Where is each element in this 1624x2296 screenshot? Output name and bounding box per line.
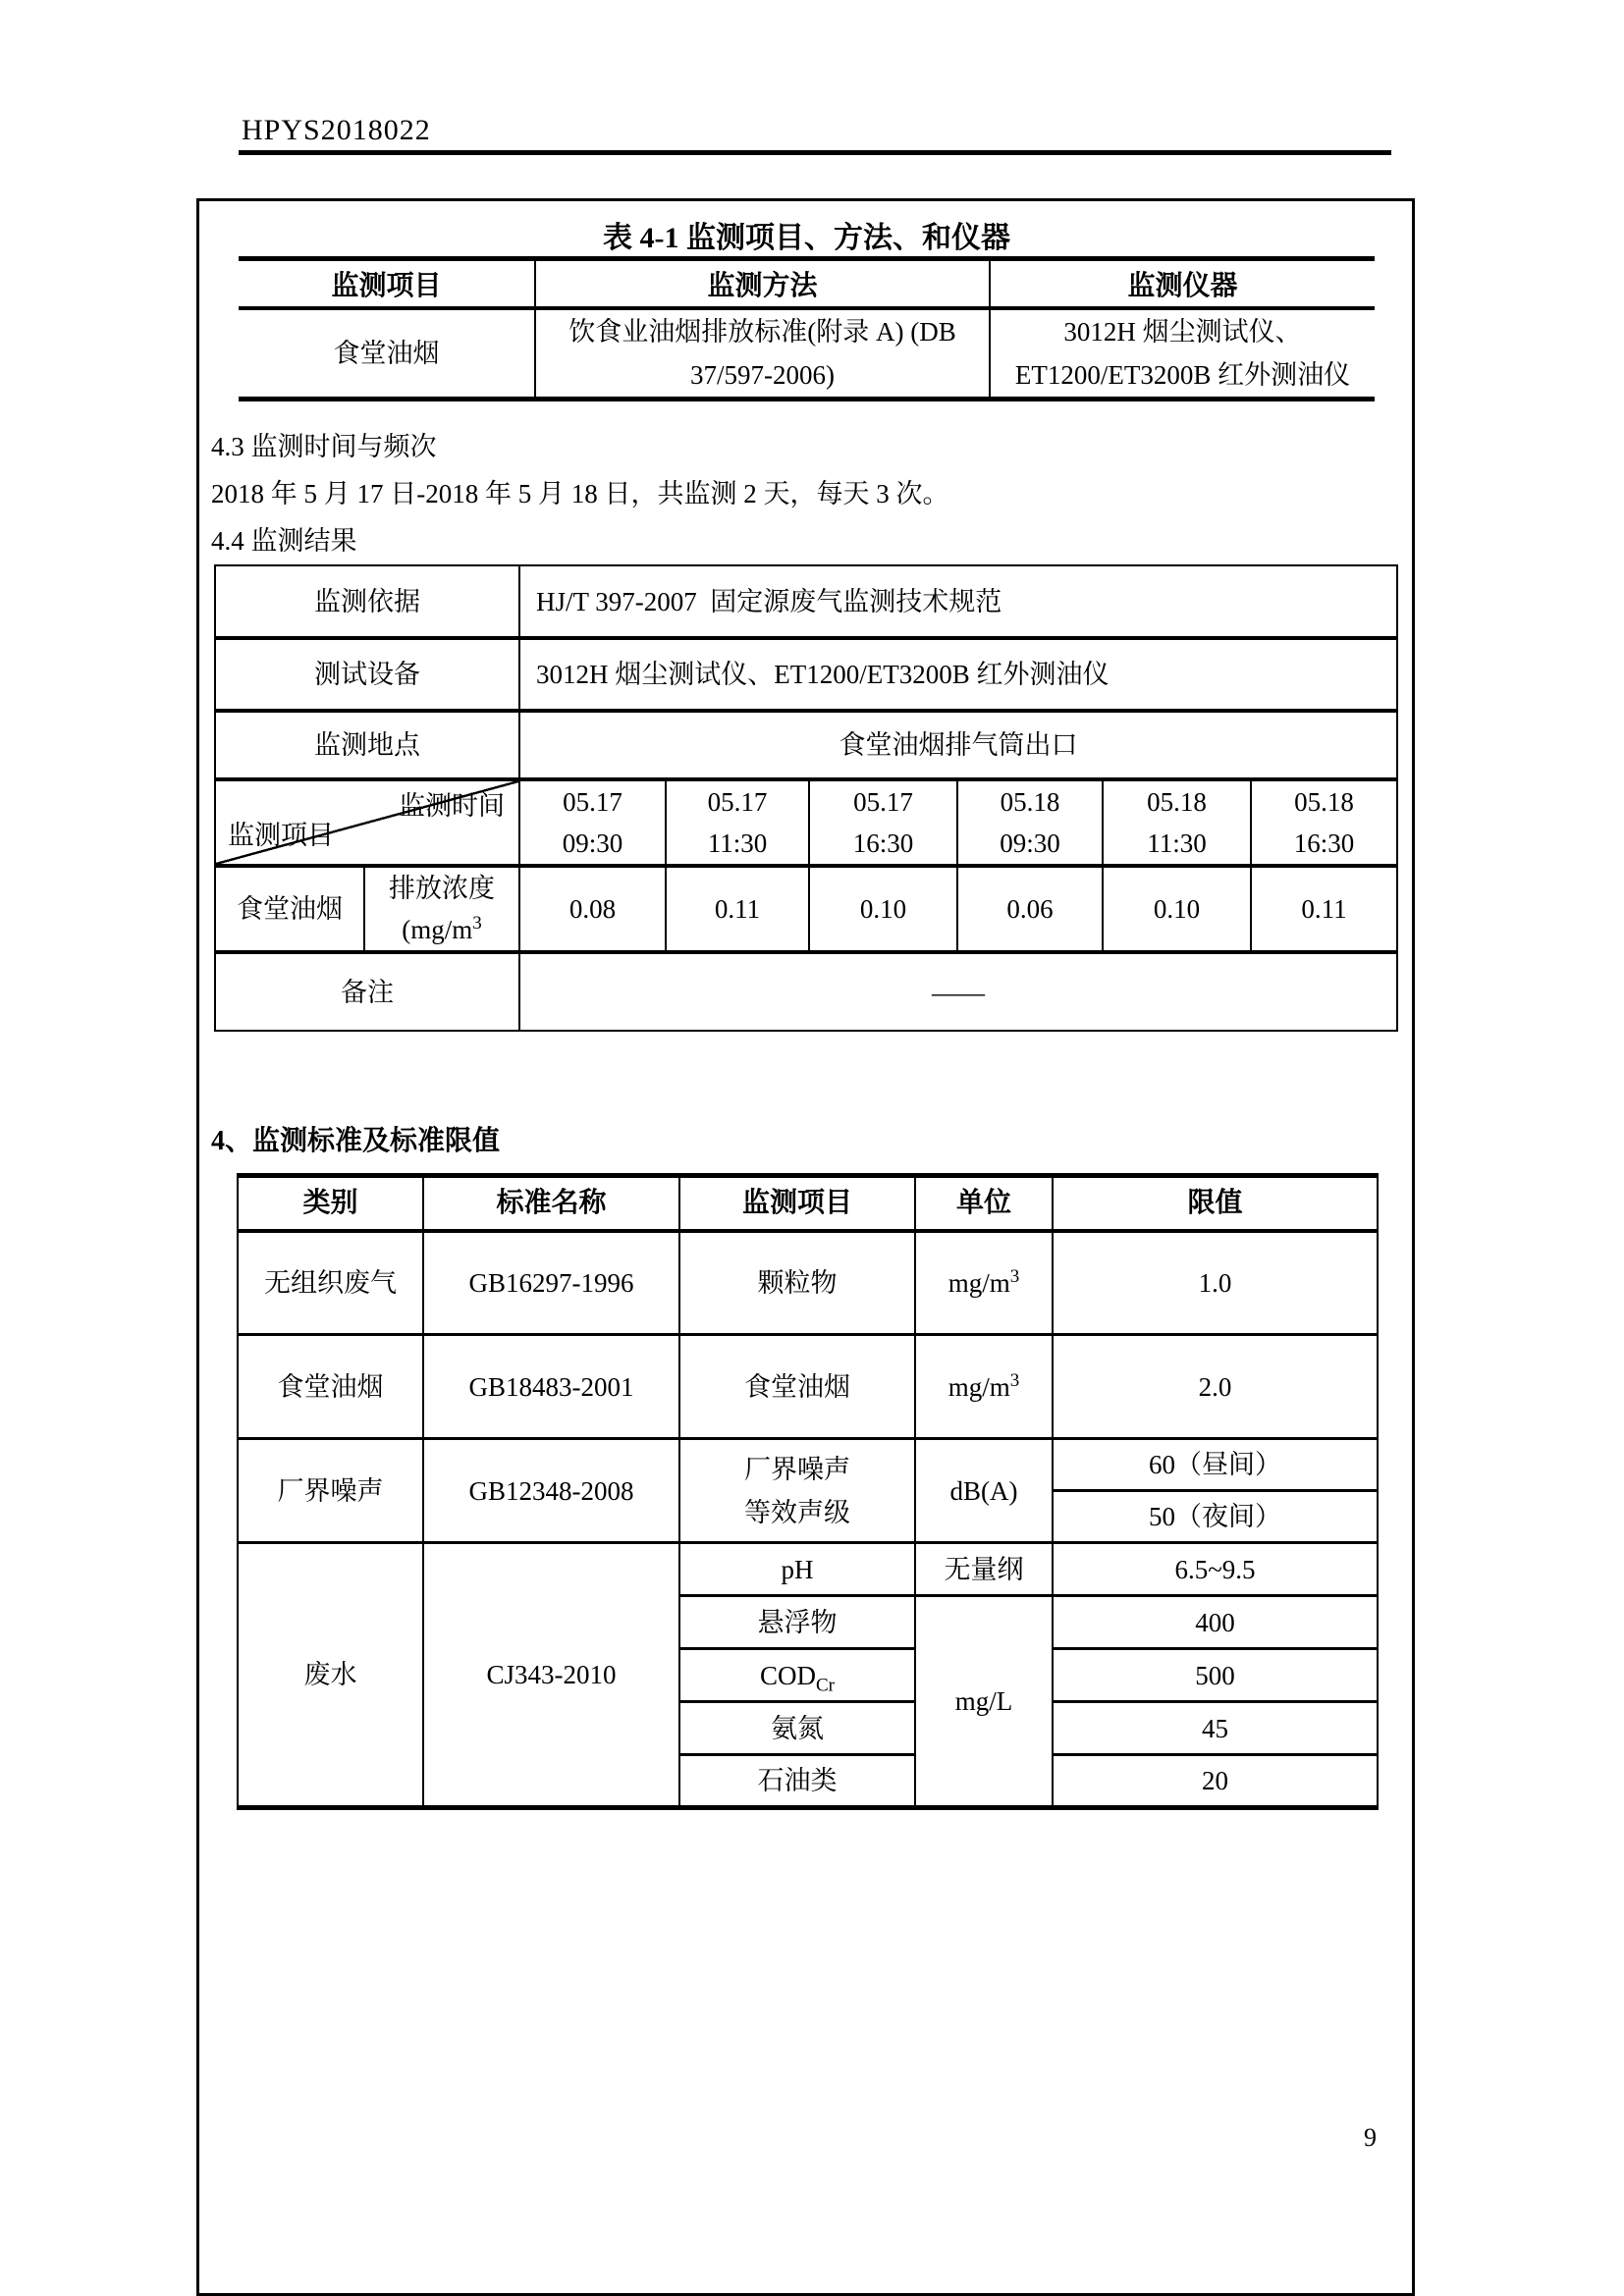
cell-standard: CJ343-2010 bbox=[423, 1543, 679, 1808]
time-date: 05.18 bbox=[1000, 787, 1060, 817]
item-base: COD bbox=[759, 1660, 816, 1690]
instrument-line-1: 3012H 烟尘测试仪、 bbox=[1063, 316, 1302, 347]
table1-title: 表 4-1 监测项目、方法、和仪器 bbox=[603, 222, 1010, 254]
cell-limit: 45 bbox=[1053, 1702, 1378, 1755]
time-clock: 11:30 bbox=[707, 828, 768, 858]
method-line-1: 饮食业油烟排放标准(附录 A) (DB bbox=[568, 316, 956, 347]
time-column-header bbox=[519, 779, 666, 866]
method-line-2: 37/597-2006) bbox=[690, 359, 835, 390]
concentration-value: 0.10 bbox=[1103, 866, 1251, 952]
header-limit: 限值 bbox=[1053, 1176, 1378, 1231]
item-line-1: 厂界噪声 bbox=[744, 1454, 850, 1484]
data-row-parameter bbox=[364, 866, 519, 952]
cell-unit: dB(A) bbox=[915, 1439, 1053, 1543]
cell-item: 石油类 bbox=[679, 1755, 915, 1808]
section-4-4-heading: 4.4 监测结果 bbox=[211, 526, 357, 556]
diagonal-label-time: 监测时间 bbox=[399, 791, 505, 821]
time-clock: 16:30 bbox=[852, 828, 914, 858]
header-item: 监测项目 bbox=[679, 1176, 915, 1231]
page-number: 9 bbox=[1364, 2123, 1377, 2152]
cell-item: 悬浮物 bbox=[679, 1596, 915, 1649]
cell-standard: GB16297-1996 bbox=[423, 1231, 679, 1335]
table1-cell-method bbox=[535, 308, 990, 400]
cell-item: 食堂油烟 bbox=[679, 1335, 915, 1439]
diagonal-label-item: 监测项目 bbox=[228, 821, 334, 850]
cell-standard: GB12348-2008 bbox=[423, 1439, 679, 1543]
standards-row-boundary-noise bbox=[238, 1439, 1378, 1491]
equipment-label: 测试设备 bbox=[215, 638, 519, 711]
cell-category: 厂界噪声 bbox=[238, 1439, 423, 1543]
cell-limit: 6.5~9.5 bbox=[1053, 1543, 1378, 1596]
concentration-value: 0.06 bbox=[957, 866, 1103, 952]
time-date: 05.18 bbox=[1147, 787, 1207, 817]
time-date: 05.18 bbox=[1294, 787, 1354, 817]
time-clock: 11:30 bbox=[1147, 828, 1207, 858]
table1-data-row bbox=[239, 308, 1375, 400]
standards-table bbox=[237, 1173, 1379, 1810]
cell-item bbox=[679, 1439, 915, 1543]
table1-cell-instrument bbox=[990, 308, 1375, 400]
location-label: 监测地点 bbox=[215, 711, 519, 779]
basis-label: 监测依据 bbox=[215, 565, 519, 638]
basis-value: HJ/T 397-2007 固定源废气监测技术规范 bbox=[519, 565, 1397, 638]
remark-label: 备注 bbox=[215, 952, 519, 1031]
unit-base: mg/m bbox=[947, 1267, 1010, 1298]
remark-value: —— bbox=[519, 952, 1397, 1031]
item-line-2: 等效声级 bbox=[744, 1497, 850, 1527]
standards-header-row bbox=[238, 1176, 1378, 1231]
cell-limit-day: 60（昼间） bbox=[1053, 1439, 1378, 1491]
cell-unit bbox=[915, 1335, 1053, 1439]
equipment-row bbox=[215, 638, 1397, 711]
cell-standard: GB18483-2001 bbox=[423, 1335, 679, 1439]
time-column-header bbox=[957, 779, 1103, 866]
concentration-value: 0.10 bbox=[809, 866, 957, 952]
concentration-value: 0.11 bbox=[1251, 866, 1397, 952]
time-date: 05.17 bbox=[707, 787, 768, 817]
standards-row-canteen-fume bbox=[238, 1335, 1378, 1439]
unit-base: mg/m bbox=[947, 1371, 1010, 1402]
page-header-code: HPYS2018022 bbox=[242, 114, 431, 146]
time-header-row bbox=[215, 779, 1397, 866]
time-column-header bbox=[809, 779, 957, 866]
cell-category: 废水 bbox=[238, 1543, 423, 1808]
time-clock: 09:30 bbox=[562, 828, 623, 858]
cell-item: 颗粒物 bbox=[679, 1231, 915, 1335]
time-column-header bbox=[1251, 779, 1397, 866]
standards-row-fugitive-gas bbox=[238, 1231, 1378, 1335]
time-date: 05.17 bbox=[853, 787, 913, 817]
table1-cell-item: 食堂油烟 bbox=[333, 338, 440, 368]
item-subscript: Cr bbox=[816, 1674, 835, 1695]
monitoring-results-table bbox=[214, 564, 1398, 1032]
location-row bbox=[215, 711, 1397, 779]
header-rule bbox=[239, 150, 1391, 155]
location-value: 食堂油烟排气筒出口 bbox=[519, 711, 1397, 779]
cell-limit-night: 50（夜间） bbox=[1053, 1491, 1378, 1543]
cell-item bbox=[679, 1649, 915, 1702]
section-4-3-heading: 4.3 监测时间与频次 bbox=[211, 432, 437, 461]
remark-row bbox=[215, 952, 1397, 1031]
cell-unit bbox=[915, 1231, 1053, 1335]
monitoring-items-table bbox=[239, 256, 1375, 401]
cell-limit: 2.0 bbox=[1053, 1335, 1378, 1439]
header-category: 类别 bbox=[238, 1176, 423, 1231]
unit-superscript: 3 bbox=[1009, 1369, 1020, 1391]
standards-row-wastewater-ph bbox=[238, 1543, 1378, 1596]
cell-category: 食堂油烟 bbox=[238, 1335, 423, 1439]
basis-row bbox=[215, 565, 1397, 638]
cell-limit: 20 bbox=[1053, 1755, 1378, 1808]
time-clock: 09:30 bbox=[1000, 828, 1060, 858]
cell-category: 无组织废气 bbox=[238, 1231, 423, 1335]
concentration-value: 0.08 bbox=[519, 866, 666, 952]
monitoring-schedule-text: 2018 年 5 月 17 日-2018 年 5 月 18 日，共监测 2 天，每天 3 次。 bbox=[211, 479, 949, 508]
cell-item: 氨氮 bbox=[679, 1702, 915, 1755]
cell-shared-unit: mg/L bbox=[915, 1596, 1053, 1808]
time-column-header bbox=[666, 779, 809, 866]
cell-unit: 无量纲 bbox=[915, 1543, 1053, 1596]
cell-limit: 1.0 bbox=[1053, 1231, 1378, 1335]
cell-item: pH bbox=[679, 1543, 915, 1596]
equipment-value: 3012H 烟尘测试仪、ET1200/ET3200B 红外测油仪 bbox=[519, 638, 1397, 711]
table1-header-item: 监测项目 bbox=[239, 259, 535, 308]
table1-header-instrument: 监测仪器 bbox=[990, 259, 1375, 308]
cell-limit: 500 bbox=[1053, 1649, 1378, 1702]
time-date: 05.17 bbox=[563, 787, 623, 817]
parameter-line-1: 排放浓度 bbox=[389, 874, 495, 903]
section-4-heading: 4、监测标准及标准限值 bbox=[211, 1126, 501, 1156]
header-unit: 单位 bbox=[915, 1176, 1053, 1231]
data-row-item: 食堂油烟 bbox=[215, 866, 364, 952]
unit-superscript: 3 bbox=[1009, 1265, 1020, 1287]
diagonal-header-cell bbox=[215, 779, 519, 866]
parameter-line-2 bbox=[365, 909, 518, 950]
unit-superscript: 3 bbox=[472, 913, 482, 934]
table1-header-method: 监测方法 bbox=[535, 259, 990, 308]
time-column-header bbox=[1103, 779, 1251, 866]
table1-header-row bbox=[239, 259, 1375, 308]
cell-limit: 400 bbox=[1053, 1596, 1378, 1649]
time-clock: 16:30 bbox=[1293, 828, 1355, 858]
unit-base: (mg/m bbox=[402, 915, 473, 944]
concentration-data-row bbox=[215, 866, 1397, 952]
header-standard: 标准名称 bbox=[423, 1176, 679, 1231]
content-border bbox=[196, 198, 1415, 2296]
instrument-line-2: ET1200/ET3200B 红外测油仪 bbox=[1014, 359, 1351, 390]
concentration-value: 0.11 bbox=[666, 866, 809, 952]
